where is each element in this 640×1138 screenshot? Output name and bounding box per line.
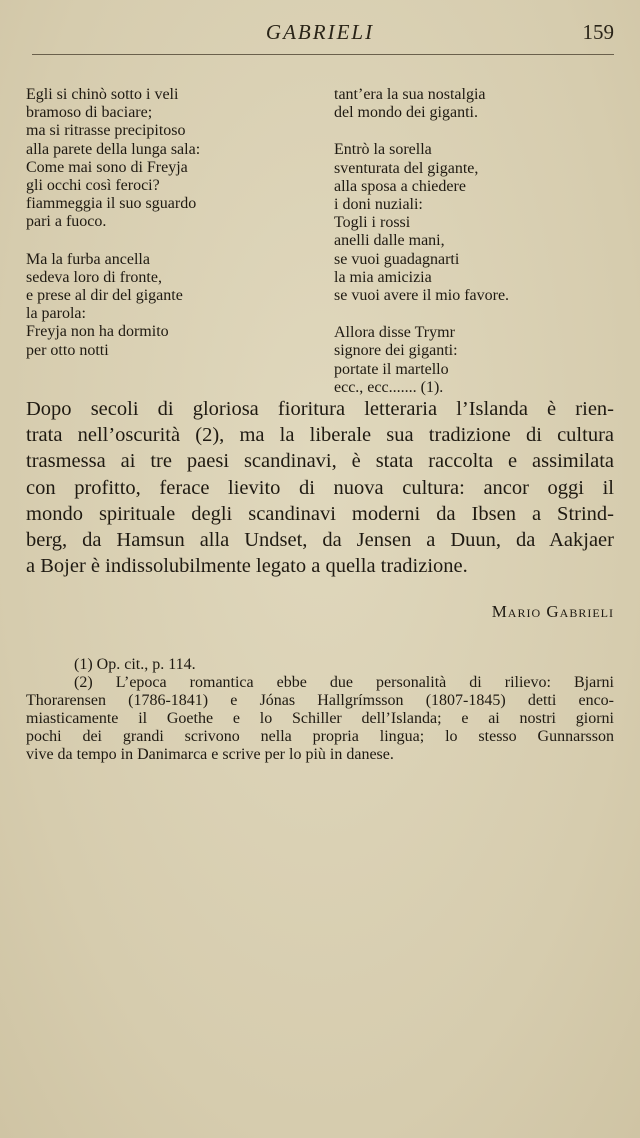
poem-line: Freyja non ha dormito <box>26 323 169 341</box>
footnote-line: (2) L’epoca romantica ebbe due personalità di rilievo: Bjarni <box>74 674 614 691</box>
poem-line: la mia amicizia <box>334 268 432 286</box>
poem-line: se vuoi avere il mio favore. <box>334 287 510 305</box>
poem-line: Allora disse Trymr <box>334 324 455 342</box>
poem-stanza <box>334 324 624 397</box>
poem-line: la parola: <box>26 305 86 323</box>
poem-line: anelli dalle mani, <box>334 232 445 250</box>
poem-line: se vuoi guadagnarti <box>334 250 460 268</box>
poem-stanza <box>26 86 316 232</box>
paragraph-line: a Bojer è indissolubilmente legato a quella tradizione. <box>26 555 468 578</box>
poem-left-column <box>26 86 316 379</box>
poem-line: Ma la furba ancella <box>26 250 150 268</box>
paragraph-line: con profitto, ferace lievito di nuova cultura: ancor oggi il <box>26 476 614 499</box>
footnote-line: vive da tempo in Danimarca e scrive per lo più in danese. <box>26 746 394 763</box>
body-paragraph <box>26 396 614 579</box>
footnote-line: miasticamente il Goethe e lo Schiller dell’Islanda; e ai nostri giorni <box>26 710 614 727</box>
poem-line: fiammeggia il suo sguardo <box>26 195 197 213</box>
paragraph-line: trata nell’oscurità (2), ma la liberale sua tradizione di cultura <box>26 424 614 447</box>
paragraph-line: mondo spirituale degli scandinavi moderni da Ibsen a Strind- <box>26 502 614 525</box>
poem-line: alla sposa a chiedere <box>334 177 466 195</box>
poem-stanza <box>334 141 624 305</box>
poem-right-column <box>334 86 624 416</box>
footnote <box>26 674 614 764</box>
poem-line: sventurata del gigante, <box>334 159 479 177</box>
paragraph-line: Dopo secoli di gloriosa fioritura letteraria l’Islanda è rien- <box>26 398 614 420</box>
footnote-line: (1) Op. cit., p. 114. <box>74 656 196 673</box>
poem-stanza <box>26 251 316 360</box>
author-signature: Mario Gabrieli <box>491 602 614 621</box>
page-number: 159 <box>582 20 614 44</box>
poem-stanza <box>334 86 624 122</box>
footnotes <box>26 656 614 764</box>
poem-line: gli occhi così feroci? <box>26 177 160 195</box>
poem-line: del mondo dei giganti. <box>334 104 478 122</box>
running-head-title: GABRIELI <box>265 20 375 44</box>
poem-line: signore dei giganti: <box>334 342 458 360</box>
poem-line: Egli si chinò sotto i veli <box>26 86 179 103</box>
header-rule <box>32 54 614 55</box>
footnote-line: pochi dei grandi scrivono nella propria lingua; lo stesso Gunnarsson <box>26 728 614 745</box>
poem-line: Entrò la sorella <box>334 141 432 159</box>
poem-line: Come mai sono di Freyja <box>26 158 188 176</box>
poem-line: per otto notti <box>26 341 109 359</box>
poem-line: e prese al dir del gigante <box>26 287 183 305</box>
paragraph-line: trasmessa ai tre paesi scandinavi, è stata raccolta e assimilata <box>26 450 614 473</box>
poem-line: Togli i rossi <box>334 214 411 232</box>
poem-line: sedeva loro di fronte, <box>26 268 162 286</box>
poem-line: tant’era la sua nostalgia <box>334 86 486 103</box>
footnote-line: Thorarensen (1786-1841) e Jónas Hallgrímsson (1807-1845) detti enco- <box>26 692 614 709</box>
paragraph-line: berg, da Hamsun alla Undset, da Jensen a Duun, da Aakjaer <box>26 529 614 552</box>
footnote <box>26 656 614 674</box>
poem-line: i doni nuziali: <box>334 196 423 214</box>
poem-line: pari a fuoco. <box>26 213 107 231</box>
poem-line: portate il martello <box>334 360 449 378</box>
poem-line: ma si ritrasse precipitoso <box>26 122 186 140</box>
poem-line: ecc., ecc....... (1). <box>334 378 444 396</box>
poem-line: bramoso di baciare; <box>26 104 153 122</box>
poem-line: alla parete della lunga sala: <box>26 140 201 158</box>
